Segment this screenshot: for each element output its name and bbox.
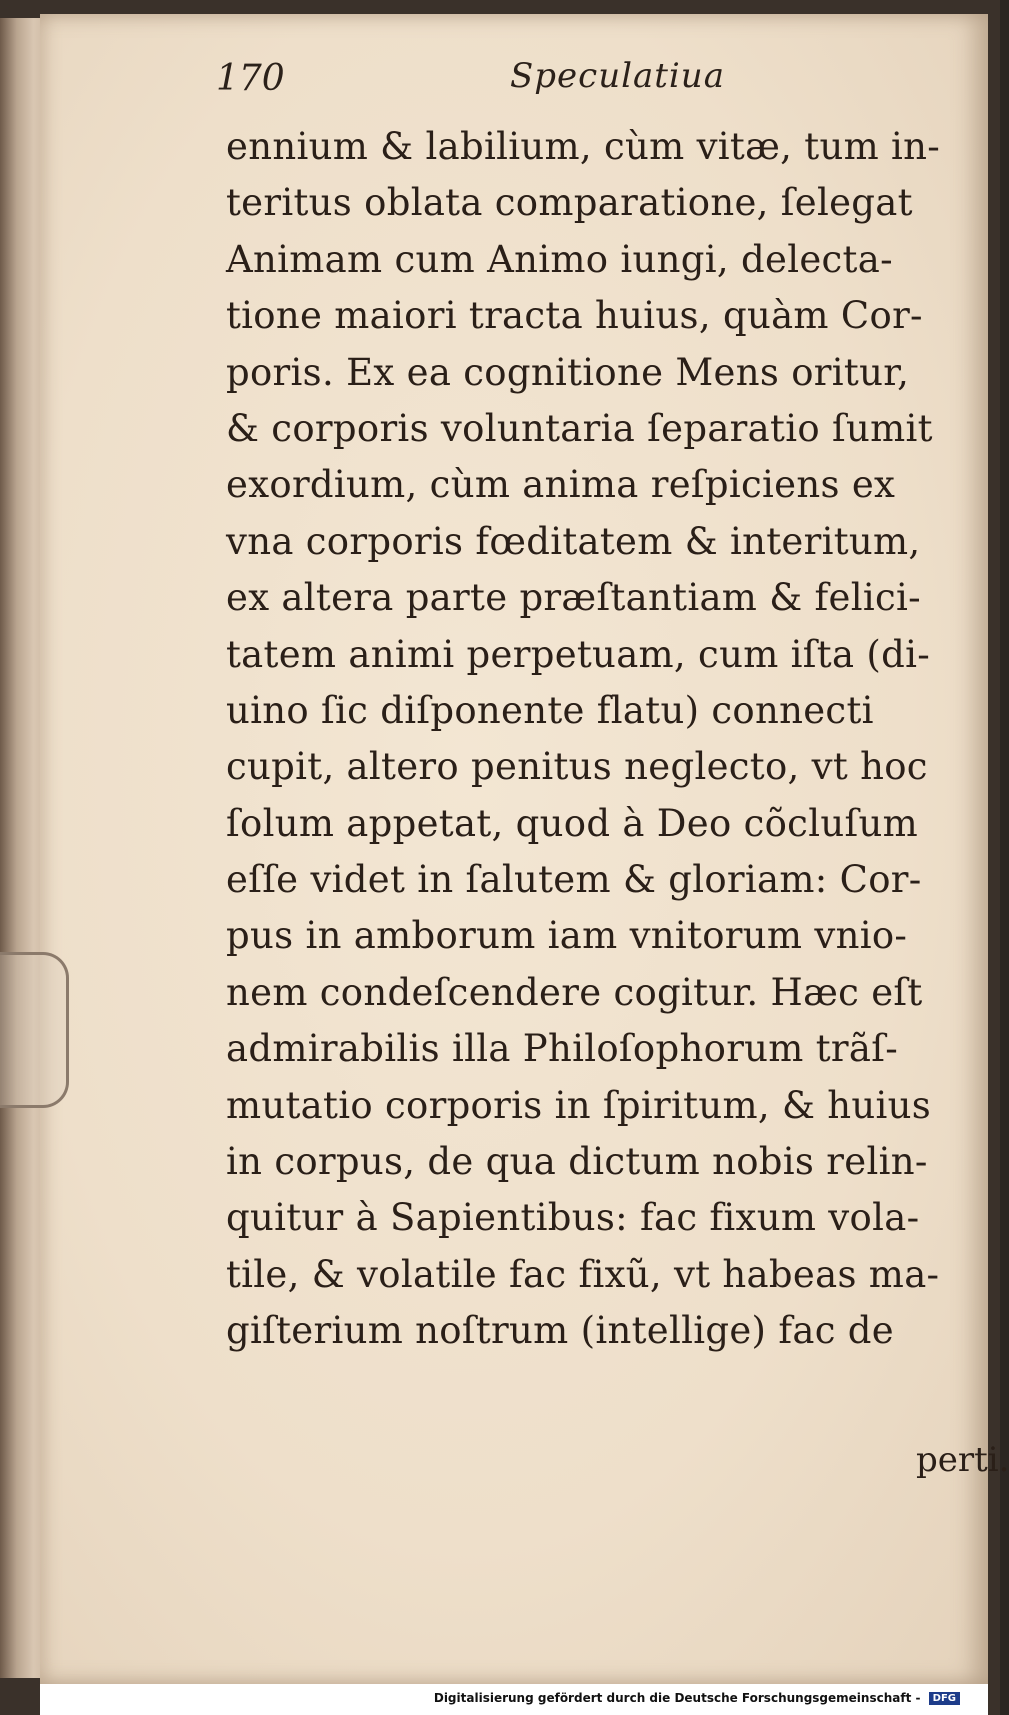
text-line: nem condeſcendere cogitur. Hæc eſt xyxy=(226,970,923,1014)
text-line: teritus oblata comparatione, ſelegat xyxy=(226,181,913,225)
running-title: Speculatiua xyxy=(510,56,725,96)
text-line: in corpus, de qua dictum nobis relin- xyxy=(226,1140,928,1184)
text-line: tione maiori tracta huius, quàm Cor- xyxy=(226,294,923,338)
book-clasp xyxy=(0,952,69,1108)
catchword: perti. xyxy=(916,1440,1009,1480)
text-line: giſterium noſtrum (intellige) fac de xyxy=(226,1309,894,1353)
text-line: poris. Ex ea cognitione Mens oritur, xyxy=(226,350,910,394)
page-number: 170 xyxy=(216,58,285,99)
credit-text: Digitalisierung gefördert durch die Deutsche Forschungsgemeinschaft - xyxy=(433,1691,921,1705)
text-line: ennium & labilium, cùm vitæ, tum in- xyxy=(226,125,941,168)
running-head xyxy=(40,52,988,112)
text-line: eſſe videt in ſalutem & gloriam: Cor- xyxy=(226,858,922,902)
text-line: mutatio corporis in ſpiritum, & huius xyxy=(226,1083,932,1127)
text-line: ſolum appetat, quod à Deo cõcluſum xyxy=(226,801,918,845)
text-line: vna corporis fœditatem & interitum, xyxy=(226,519,921,563)
text-line: Animam cum Animo iungi, delecta- xyxy=(226,237,893,281)
main-text-block xyxy=(226,119,946,1360)
text-line: ex altera parte præſtantiam & felici- xyxy=(226,576,921,620)
text-line: exordium, cùm anima reſpiciens ex xyxy=(226,463,896,507)
text-line: tile, & volatile fac fixũ, vt habeas ma- xyxy=(226,1252,940,1296)
book-page xyxy=(40,14,1009,1684)
text-line: admirabilis illa Philoſophorum trãſ- xyxy=(226,1027,899,1071)
text-line: quitur à Sapientibus: fac fixum vola- xyxy=(226,1196,920,1240)
dfg-logo-icon: DFG xyxy=(929,1692,960,1705)
text-line: cupit, altero penitus neglecto, vt hoc xyxy=(226,745,928,789)
text-line: pus in amborum iam vnitorum vnio- xyxy=(226,914,908,958)
text-line: uino ſic diſponente flatu) connecti xyxy=(226,688,874,732)
digitization-credit xyxy=(434,1691,960,1705)
text-line: & corporis voluntaria ſeparatio ſumit xyxy=(226,406,933,450)
text-line: tatem animi perpetuam, cum iſta (di- xyxy=(226,632,931,676)
